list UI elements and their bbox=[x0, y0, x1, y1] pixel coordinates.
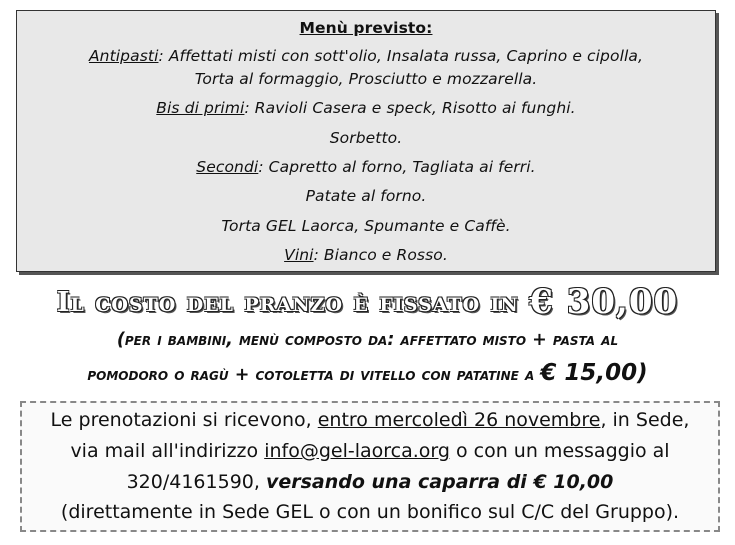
booking-line2-c: o con un messaggio al bbox=[449, 440, 670, 462]
booking-line2 bbox=[22, 440, 718, 462]
antipasti-label: Antipasti bbox=[88, 47, 159, 65]
booking-box bbox=[20, 401, 720, 532]
kids-menu-line2 bbox=[0, 360, 735, 386]
price-amount: € 30,00 bbox=[529, 282, 679, 322]
booking-deposit-amount: € 10,00 bbox=[526, 471, 614, 493]
booking-line1-c: , in Sede, bbox=[600, 409, 690, 431]
booking-deadline: entro mercoledì 26 novembre bbox=[317, 409, 601, 431]
booking-line1 bbox=[22, 409, 718, 431]
kids-menu-line2-text: pomodoro o ragù + cotoletta di vitello con patatine a bbox=[87, 365, 541, 385]
booking-deposit-label: versando una caparra di bbox=[265, 471, 527, 493]
menu-vini-line bbox=[17, 246, 715, 264]
menu-secondi-line bbox=[17, 158, 715, 176]
price-headline bbox=[0, 282, 735, 322]
booking-line1-a: Le prenotazioni si ricevono, bbox=[50, 409, 318, 431]
secondi-text: : Capretto al forno, Tagliata ai ferri. bbox=[258, 158, 536, 176]
menu-sorbetto: Sorbetto. bbox=[329, 129, 403, 147]
menu-primi-line bbox=[17, 99, 715, 117]
menu-box bbox=[16, 10, 716, 272]
menu-dolce: Torta GEL Laorca, Spumante e Caffè. bbox=[221, 217, 511, 235]
price-headline-text: Il costo del pranzo è fissato in bbox=[56, 287, 530, 318]
vini-label: Vini bbox=[284, 246, 314, 264]
antipasti-text1: : Affettati misti con sott'olio, Insalata russa, Caprino e cipolla, bbox=[158, 47, 644, 65]
secondi-label: Secondi bbox=[196, 158, 259, 176]
booking-line4: (direttamente in Sede GEL o con un bonifico sul C/C del Gruppo). bbox=[60, 501, 680, 523]
booking-phone: 320/4161590, bbox=[126, 471, 266, 493]
booking-line3 bbox=[22, 471, 718, 493]
primi-label: Bis di primi bbox=[156, 99, 245, 117]
vini-text: : Bianco e Rosso. bbox=[313, 246, 448, 264]
menu-title: Menù previsto: bbox=[299, 19, 433, 37]
menu-patate: Patate al forno. bbox=[305, 187, 427, 205]
kids-menu-line1: (per i bambini, menù composto da: affettato misto + pasta al bbox=[116, 330, 619, 350]
menu-antipasti-line1 bbox=[17, 47, 715, 65]
booking-email-link[interactable]: info@gel-laorca.org bbox=[264, 440, 450, 462]
booking-line2-a: via mail all'indirizzo bbox=[70, 440, 265, 462]
menu-antipasti-line2: Torta al formaggio, Prosciutto e mozzarella. bbox=[194, 70, 538, 88]
kids-price: € 15,00) bbox=[540, 360, 648, 386]
primi-text: : Ravioli Casera e speck, Risotto ai funghi. bbox=[244, 99, 576, 117]
